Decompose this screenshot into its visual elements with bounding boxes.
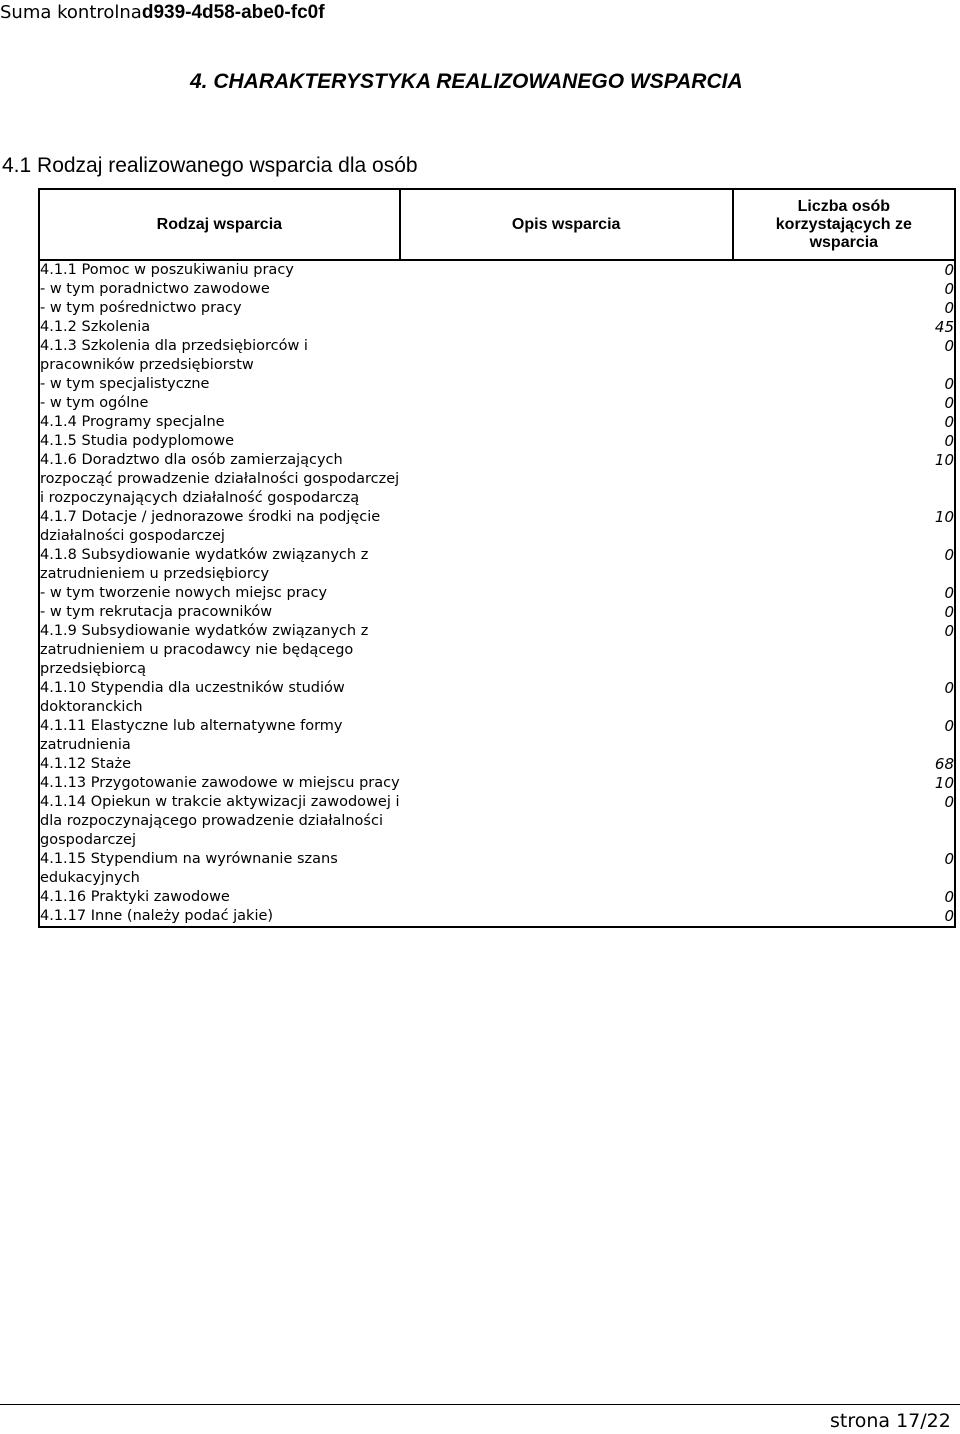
support-description-cell bbox=[400, 394, 733, 413]
support-type-cell bbox=[39, 603, 400, 622]
table-row bbox=[39, 717, 955, 755]
support-type-label: zatrudnienia bbox=[40, 737, 131, 753]
support-type-label: gospodarczej bbox=[40, 832, 136, 848]
table-row bbox=[39, 280, 955, 299]
support-description-cell bbox=[400, 888, 733, 907]
support-type-label: 4.1.14 Opiekun w trakcie aktywizacji zawodowej i bbox=[40, 794, 400, 810]
table-row bbox=[39, 774, 955, 793]
support-type-cell bbox=[39, 793, 400, 850]
support-type-cell bbox=[39, 451, 400, 508]
participant-count: 0 bbox=[944, 907, 954, 925]
support-description-cell bbox=[400, 546, 733, 584]
table-row bbox=[39, 755, 955, 774]
support-description-cell bbox=[400, 584, 733, 603]
participant-count: 0 bbox=[944, 679, 954, 697]
support-description-cell bbox=[400, 755, 733, 774]
support-type-label: - w tym specjalistyczne bbox=[40, 376, 210, 392]
participant-count: 68 bbox=[934, 755, 954, 773]
footer-divider bbox=[0, 1404, 960, 1405]
support-type-cell bbox=[39, 432, 400, 451]
participant-count: 10 bbox=[934, 451, 954, 469]
participant-count: 0 bbox=[944, 793, 954, 811]
support-type-label: - w tym ogólne bbox=[40, 395, 149, 411]
table-row bbox=[39, 793, 955, 850]
table-row bbox=[39, 318, 955, 337]
table-row bbox=[39, 451, 955, 508]
participant-count: 45 bbox=[934, 318, 954, 336]
table-row bbox=[39, 622, 955, 679]
support-type-label: 4.1.12 Staże bbox=[40, 756, 132, 772]
support-type-label: 4.1.8 Subsydiowanie wydatków związanych z bbox=[40, 547, 369, 563]
participant-count: 10 bbox=[934, 508, 954, 526]
support-description-cell bbox=[400, 451, 733, 508]
support-type-label: dla rozpoczynającego prowadzenie działalności bbox=[40, 813, 383, 829]
support-type-label: doktoranckich bbox=[40, 699, 143, 715]
support-type-label: 4.1.1 Pomoc w poszukiwaniu pracy bbox=[40, 262, 294, 278]
support-type-cell bbox=[39, 622, 400, 679]
table-row bbox=[39, 888, 955, 907]
support-description-cell bbox=[400, 432, 733, 451]
support-type-label: 4.1.7 Dotacje / jednorazowe środki na podjęcie bbox=[40, 509, 381, 525]
support-type-cell bbox=[39, 717, 400, 755]
support-type-cell bbox=[39, 755, 400, 774]
table-row bbox=[39, 299, 955, 318]
header-support-description: Opis wsparcia bbox=[400, 189, 733, 260]
table-row bbox=[39, 413, 955, 432]
table-row bbox=[39, 850, 955, 888]
support-type-label: przedsiębiorcą bbox=[40, 661, 147, 677]
participant-count: 0 bbox=[944, 432, 954, 450]
support-description-cell bbox=[400, 907, 733, 927]
table-row bbox=[39, 260, 955, 280]
participant-count: 0 bbox=[944, 622, 954, 640]
support-description-cell bbox=[400, 717, 733, 755]
checksum-header bbox=[0, 0, 325, 24]
support-type-cell bbox=[39, 337, 400, 375]
table-row bbox=[39, 394, 955, 413]
participant-count: 0 bbox=[944, 413, 954, 431]
support-type-label: i rozpoczynających działalność gospodarczą bbox=[40, 490, 360, 506]
support-description-cell bbox=[400, 260, 733, 280]
support-description-cell bbox=[400, 774, 733, 793]
support-description-cell bbox=[400, 318, 733, 337]
support-type-cell bbox=[39, 888, 400, 907]
participant-count: 0 bbox=[944, 280, 954, 298]
support-type-cell bbox=[39, 413, 400, 432]
support-type-cell bbox=[39, 907, 400, 927]
header-support-type: Rodzaj wsparcia bbox=[39, 189, 400, 260]
support-type-cell bbox=[39, 394, 400, 413]
support-description-cell bbox=[400, 280, 733, 299]
support-description-cell bbox=[400, 413, 733, 432]
support-type-label: - w tym poradnictwo zawodowe bbox=[40, 281, 270, 297]
header-participant-count: Liczba osób korzystających ze wsparcia bbox=[733, 189, 955, 260]
support-type-label: 4.1.15 Stypendium na wyrównanie szans bbox=[40, 851, 338, 867]
support-type-label: - w tym tworzenie nowych miejsc pracy bbox=[40, 585, 328, 601]
participant-count: 10 bbox=[934, 774, 954, 792]
support-type-cell bbox=[39, 318, 400, 337]
participant-count: 0 bbox=[944, 850, 954, 868]
support-type-label: 4.1.13 Przygotowanie zawodowe w miejscu pracy bbox=[40, 775, 400, 791]
participant-count: 0 bbox=[944, 375, 954, 393]
participant-count: 0 bbox=[944, 603, 954, 621]
support-type-cell bbox=[39, 280, 400, 299]
support-type-label: pracowników przedsiębiorstw bbox=[40, 357, 254, 373]
table-row bbox=[39, 546, 955, 584]
support-type-label: 4.1.11 Elastyczne lub alternatywne formy bbox=[40, 718, 343, 734]
support-type-label: zatrudnieniem u pracodawcy nie będącego bbox=[40, 642, 354, 658]
support-type-label: 4.1.9 Subsydiowanie wydatków związanych z bbox=[40, 623, 369, 639]
support-description-cell bbox=[400, 850, 733, 888]
participant-count: 0 bbox=[944, 337, 954, 355]
table-row bbox=[39, 603, 955, 622]
table-row bbox=[39, 679, 955, 717]
support-description-cell bbox=[400, 622, 733, 679]
table-row bbox=[39, 508, 955, 546]
support-type-label: 4.1.10 Stypendia dla uczestników studiów bbox=[40, 680, 345, 696]
support-description-cell bbox=[400, 375, 733, 394]
support-type-cell bbox=[39, 850, 400, 888]
table-row bbox=[39, 907, 955, 927]
support-type-cell bbox=[39, 774, 400, 793]
support-type-label: edukacyjnych bbox=[40, 870, 140, 886]
support-type-cell bbox=[39, 299, 400, 318]
table-header-row bbox=[39, 189, 955, 260]
table-row bbox=[39, 375, 955, 394]
checksum-label: Suma kontrolna bbox=[0, 2, 142, 23]
support-type-cell bbox=[39, 260, 400, 280]
support-description-cell bbox=[400, 508, 733, 546]
participant-count: 0 bbox=[944, 394, 954, 412]
section-title: 4. CHARAKTERYSTYKA REALIZOWANEGO WSPARCIA bbox=[190, 70, 743, 93]
participant-count: 0 bbox=[944, 584, 954, 602]
support-type-label: rozpocząć prowadzenie działalności gospodarczej bbox=[40, 471, 400, 487]
participant-count: 0 bbox=[944, 299, 954, 317]
page-number: strona 17/22 bbox=[830, 1410, 951, 1432]
support-type-label: 4.1.17 Inne (należy podać jakie) bbox=[40, 908, 274, 924]
table-row bbox=[39, 584, 955, 603]
support-type-label: zatrudnieniem u przedsiębiorcy bbox=[40, 566, 270, 582]
participant-count: 0 bbox=[944, 717, 954, 735]
support-description-cell bbox=[400, 337, 733, 375]
participant-count: 0 bbox=[944, 888, 954, 906]
support-type-cell bbox=[39, 584, 400, 603]
support-type-label: - w tym rekrutacja pracowników bbox=[40, 604, 273, 620]
support-type-cell bbox=[39, 375, 400, 394]
support-type-label: 4.1.16 Praktyki zawodowe bbox=[40, 889, 230, 905]
support-type-cell bbox=[39, 679, 400, 717]
table-row bbox=[39, 432, 955, 451]
support-type-label: działalności gospodarczej bbox=[40, 528, 225, 544]
participant-count: 0 bbox=[944, 546, 954, 564]
support-type-label: 4.1.3 Szkolenia dla przedsiębiorców i bbox=[40, 338, 308, 354]
support-description-cell bbox=[400, 793, 733, 850]
table-row bbox=[39, 337, 955, 375]
support-type-label: 4.1.4 Programy specjalne bbox=[40, 414, 225, 430]
support-type-label: 4.1.5 Studia podyplomowe bbox=[40, 433, 235, 449]
support-description-cell bbox=[400, 299, 733, 318]
support-description-cell bbox=[400, 679, 733, 717]
subsection-title: 4.1 Rodzaj realizowanego wsparcia dla osób bbox=[2, 154, 418, 177]
support-type-label: - w tym pośrednictwo pracy bbox=[40, 300, 242, 316]
support-type-label: 4.1.6 Doradztwo dla osób zamierzających bbox=[40, 452, 343, 468]
support-table bbox=[38, 188, 956, 928]
checksum-code: d939-4d58-abe0-fc0f bbox=[141, 2, 325, 23]
support-type-cell bbox=[39, 546, 400, 584]
support-type-cell bbox=[39, 508, 400, 546]
support-description-cell bbox=[400, 603, 733, 622]
participant-count: 0 bbox=[944, 261, 954, 279]
support-type-label: 4.1.2 Szkolenia bbox=[40, 319, 151, 335]
